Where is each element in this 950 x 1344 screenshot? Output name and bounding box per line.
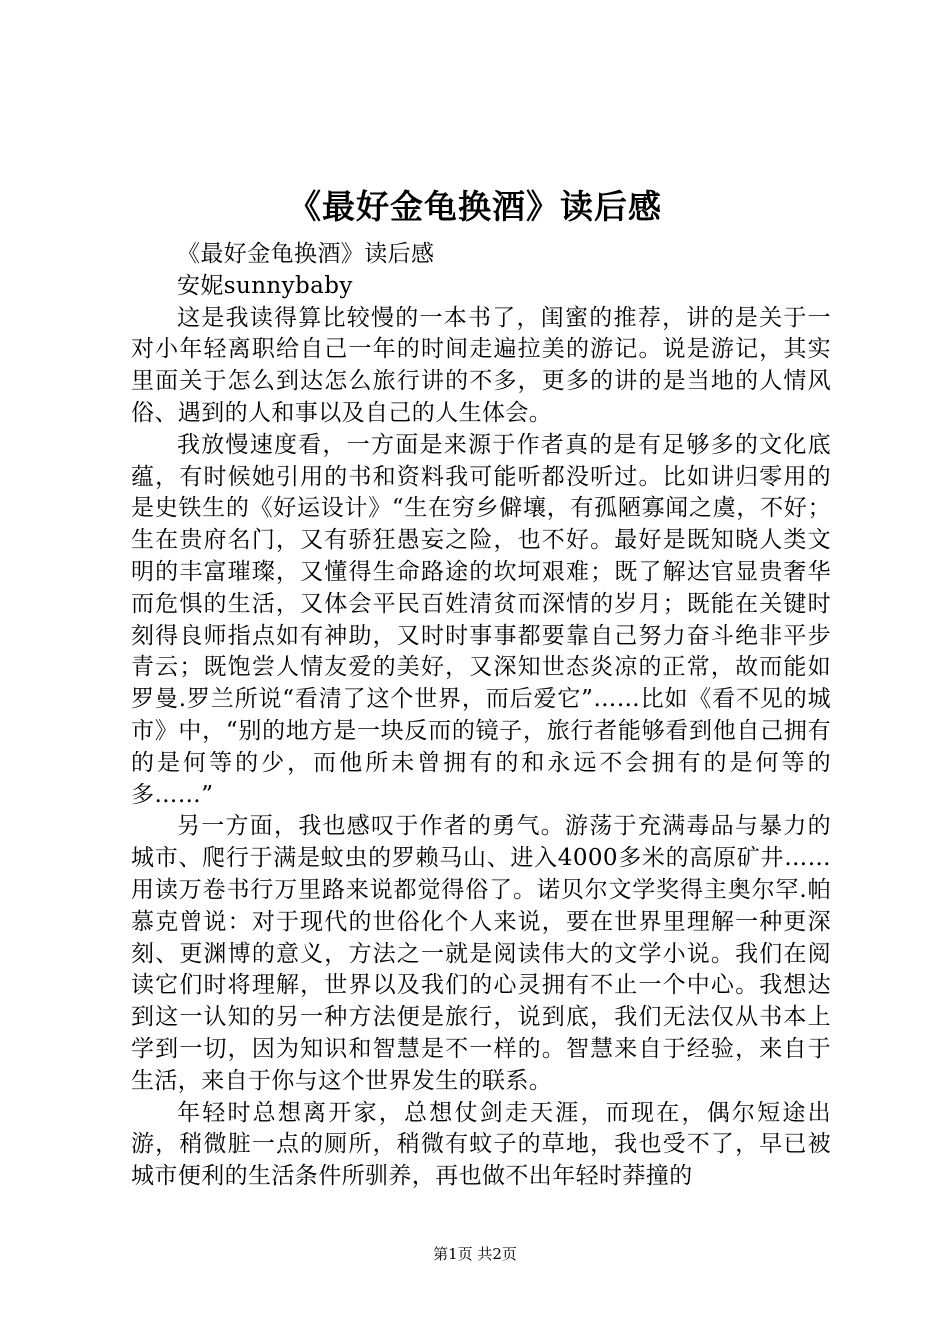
paragraph-courage: 另一方面，我也感叹于作者的勇气。游荡于充满毒品与暴力的城市、爬行于满是蚊虫的罗赖马山、进入4000多米的高原矿井……用读万卷书行万里路来说都觉得俗了。诺贝尔文学奖得主奥尔罕.帕慕克曾说：对于现代的世俗化个人来说，要在世界里理解一种更深刻、更渊博的意义，方法之一就是阅读伟大的文学小说。我们在阅读它们时将理解，世界以及我们的心灵拥有不止一个中心。我想达到这一认知的另一种方法便是旅行，说到底，我们无法仅从书本上学到一切，因为知识和智慧是不一样的。智慧来自于经验，来自于生活，来自于你与这个世界发生的联系。	[131, 813, 831, 1094]
document-body	[131, 239, 831, 1193]
document-title: 《最好金龟换酒》读后感	[288, 187, 662, 226]
paragraph-culture: 我放慢速度看，一方面是来源于作者真的是有足够多的文化底蕴，有时候她引用的书和资料我可能听都没听过。比如讲归零用的是史铁生的《好运设计》“生在穷乡僻壤，有孤陋寡闻之虞，不好；生在贵府名门，又有骄狂愚妄之险，也不好。最好是既知晓人类文明的丰富璀璨，又懂得生命路途的坎坷艰难；既了解达官显贵奢华而危惧的生活，又体会平民百姓清贫而深情的岁月；既能在关键时刻得良师指点如有神助，又时时事事都要靠自己努力奋斗绝非平步青云；既饱尝人情友爱的美好，又深知世态炎凉的正常，故而能如罗曼.罗兰所说“看清了这个世界，而后爱它”……比如《看不见的城市》中，“别的地方是一块反而的镜子，旅行者能够看到他自己拥有的是何等的少，而他所未曾拥有的和永远不会拥有的是何等的多……”	[131, 431, 831, 808]
paragraph-intro: 这是我读得算比较慢的一本书了，闺蜜的推荐，讲的是关于一对小年轻离职给自己一年的时间走遍拉美的游记。说是游记，其实里面关于怎么到达怎么旅行讲的不多，更多的讲的是当地的人情风俗、遇到的人和事以及自己的人生体会。	[131, 304, 831, 426]
body-heading-repeat: 《最好金龟换酒》读后感	[177, 241, 435, 267]
page-footer: 第1页 共2页	[433, 1245, 517, 1263]
paragraph-youth: 年轻时总想离开家，总想仗剑走天涯，而现在，偶尔短途出游，稍微脏一点的厕所，稍微有蚊子的草地，我也受不了，早已被城市便利的生活条件所驯养，再也做不出年轻时莽撞的	[131, 1099, 831, 1190]
author-line: 安妮sunnybaby	[177, 272, 353, 299]
